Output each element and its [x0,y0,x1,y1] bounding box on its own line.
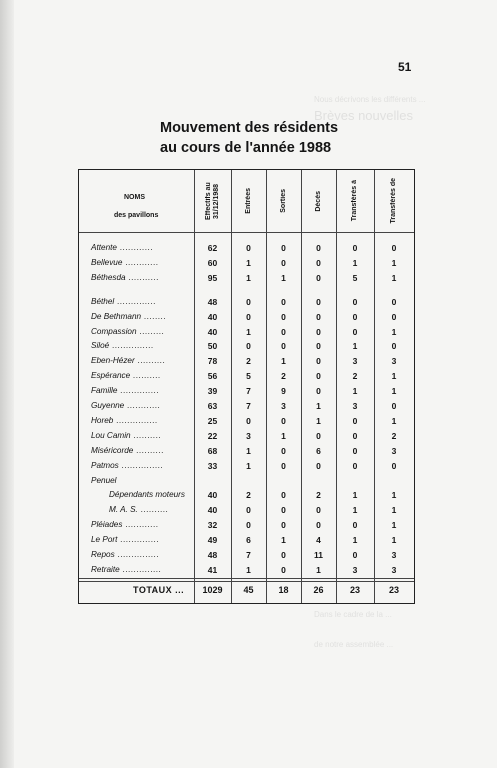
table-cell: 1 [246,460,251,471]
table-cell: 9 [281,386,286,397]
table-cell: 0 [316,272,321,283]
table-cell: 0 [281,550,286,560]
leader-dots: ............... [114,550,160,559]
table-cell: 3 [391,445,397,456]
table-cell: 0 [281,564,286,575]
column-header [301,170,336,232]
column-header [374,170,414,232]
table-cell: 1 [352,341,358,352]
pavilion-name [91,548,159,562]
pavilion-name-text: Lou Camin [91,430,131,440]
table-row [79,548,414,562]
table-cell: 6 [316,445,321,456]
leader-dots: ......... [136,326,165,336]
table-row [79,444,414,458]
table-cell: 2 [316,490,321,501]
table-cell: 3 [391,550,397,560]
title-line-2: au cours de l'année 1988 [160,140,332,156]
table-cell: 0 [316,296,321,307]
table-cell: 1 [316,564,321,575]
table-cell: 5 [352,272,358,283]
table-cell: 1 [391,326,397,337]
column-header-label: Entrées [244,188,252,214]
table-cell: 2 [391,430,397,441]
table-cell: 3 [391,356,397,367]
pavilion-name [91,241,153,255]
table-cell: 0 [352,520,358,531]
leader-dots: .............. [114,296,156,306]
table-cell: 0 [316,460,321,471]
pavilion-name [91,518,159,532]
table-cell: 3 [352,564,358,575]
table-cell: 3 [352,356,358,367]
table-cell: 1 [391,371,397,382]
header-names-cell [79,170,194,232]
table-cell: 0 [246,415,251,426]
table-cell: 0 [281,505,286,516]
table-cell: 1 [246,564,251,575]
totals-divider [79,578,414,579]
column-header [231,170,266,232]
column-header-label: Sorties [279,189,287,213]
table-cell: 0 [391,296,397,307]
column-header [266,170,301,232]
leader-dots: ............... [118,460,164,470]
header-divider [79,232,414,233]
pavilion-name-text: Dépendants moteurs [109,490,186,500]
table-row [79,354,414,368]
table-cell: 0 [352,430,358,441]
leader-dots: ............ [122,520,159,530]
table-cell: 11 [314,550,323,560]
table-cell: 1 [352,535,358,546]
table-row [79,271,414,285]
residents-movement-table [78,169,415,604]
pavilion-name [91,429,161,443]
pavilion-name-text: Compassion [91,326,137,336]
pavilion-name [91,399,160,413]
table-cell: 32 [207,520,218,531]
table-cell: 40 [207,490,218,501]
header-names-label: NOMS [124,194,145,201]
pavilion-name [91,369,161,383]
total-cell: 1029 [202,585,223,595]
table-cell: 49 [207,535,218,546]
table-cell: 48 [207,550,218,560]
pavilion-name-text: Guyenne [91,401,125,410]
table-row [79,310,414,324]
table-cell: 40 [207,505,218,516]
pavilion-name [91,444,164,458]
pavilion-name-text: Repos [91,550,115,559]
leader-dots: .......... [130,371,161,381]
title-line-1: Mouvement des résidents [160,120,339,136]
table-cell: 41 [207,564,218,575]
pavilion-name [91,354,165,368]
table-cell: 0 [316,371,321,382]
table-cell: 62 [207,243,218,253]
table-cell: 3 [391,564,397,575]
leader-dots: .............. [117,386,160,396]
table-cell: 39 [207,386,218,397]
table-row [79,369,414,383]
table-cell: 7 [246,401,251,411]
table-cell: 3 [246,430,251,441]
table-cell: 1 [391,272,397,283]
table-cell: 40 [207,326,218,337]
pavilion-name [91,325,164,339]
table-row [79,256,414,270]
table-cell: 0 [391,401,397,411]
pavilion-name-text: Le Port [91,535,118,545]
pavilion-name [91,339,154,353]
table-cell: 0 [246,520,251,531]
table-cell: 95 [207,272,218,283]
table-cell: 0 [391,311,397,322]
table-cell: 0 [352,445,358,456]
table-cell: 7 [246,386,251,397]
table-cell: 0 [281,460,286,471]
table-cell: 4 [316,535,321,546]
pavilion-name-text: De Bethmann [91,311,142,321]
totals-row [79,581,414,599]
pavilion-name [91,474,117,488]
pavilion-name [91,384,159,398]
table-cell: 1 [391,257,397,268]
table-cell: 0 [281,341,286,352]
table-cell: 78 [207,356,218,367]
table-cell: 2 [281,371,286,382]
table-cell: 0 [281,490,286,501]
column-header-label: Transférés à [351,180,358,222]
table-row [79,518,414,532]
pavilion-name [91,295,156,309]
pavilion-name [109,503,168,517]
table-cell: 1 [352,386,358,397]
table-cell: 5 [246,371,251,382]
pavilion-name-text: Horeb [91,415,114,425]
table-cell: 22 [207,430,218,441]
table-cell: 0 [316,520,321,531]
leader-dots: ............ [122,257,159,267]
page-title [160,118,360,158]
leader-dots: .......... [137,505,169,515]
leader-dots: ............... [113,415,158,425]
table-cell: 0 [316,257,321,268]
table-cell: 0 [316,505,321,516]
pavilion-name [91,459,163,473]
table-row [79,459,414,473]
table-cell: 0 [352,550,358,560]
table-cell: 1 [391,520,397,531]
pavilion-name-text: Retraite [91,564,120,574]
table-cell: 0 [281,415,286,426]
table-cell: 50 [207,341,218,352]
table-cell: 0 [281,311,286,322]
table-cell: 0 [316,430,321,441]
table-cell: 1 [281,430,286,441]
table-cell: 0 [281,257,286,268]
table-cell: 7 [246,550,251,560]
totals-label: TOTAUX ... [133,585,185,595]
table-cell: 3 [352,401,358,411]
table-cell: 6 [246,535,251,546]
leader-dots: .............. [117,535,160,545]
table-cell: 1 [246,272,251,283]
total-cell: 23 [388,585,399,595]
table-row [79,488,414,502]
pavilion-name [91,563,161,577]
column-header [336,170,374,232]
table-row [79,399,414,413]
table-cell: 60 [207,257,218,268]
table-cell: 1 [316,415,321,426]
table-cell: 3 [281,401,286,411]
table-cell: 1 [391,386,397,397]
table-cell: 1 [391,415,397,426]
total-cell: 45 [243,585,254,595]
table-row [79,339,414,353]
table-cell: 1 [281,535,286,546]
table-cell: 1 [391,535,397,546]
pavilion-name-text: Espérance [91,371,131,381]
total-cell: 18 [278,585,289,595]
pavilion-name-text: Siloé [91,341,110,351]
table-cell: 0 [352,415,358,426]
table-row [79,241,414,255]
table-cell: 0 [316,356,321,367]
column-header-label: Effectifs au 31/12/1988 [204,182,220,220]
page-number: 51 [398,60,412,74]
table-cell: 0 [246,505,251,516]
pavilion-name-text: Patmos [91,460,119,470]
table-cell: 1 [391,505,397,516]
column-header-label: Décès [314,190,322,212]
table-cell: 1 [246,445,251,456]
pavilion-name-text: Pléiades [91,520,123,530]
table-cell: 0 [391,243,397,253]
column-header-label: Transférés de [390,178,397,224]
table-cell: 25 [207,415,218,426]
table-cell: 0 [246,243,251,253]
table-cell: 0 [352,460,358,471]
table-row [79,563,414,577]
table-cell: 0 [246,296,251,307]
leader-dots: ............ [116,243,154,252]
table-cell: 0 [281,243,286,253]
table-row [79,474,414,488]
table-cell: 0 [352,311,358,322]
table-cell: 1 [352,490,358,501]
header-pavilions-label: des pavillons [114,212,159,219]
total-cell: 23 [349,585,360,595]
table-row [79,295,414,309]
table-cell: 63 [207,401,218,411]
table-cell: 1 [352,257,358,268]
table-row [79,533,414,547]
table-row [79,325,414,339]
pavilion-name [91,414,158,428]
pavilion-name-text: Miséricorde [91,445,134,455]
table-cell: 1 [246,326,251,337]
leader-dots: .......... [130,430,162,440]
pavilion-name-text: Eben-Hézer [91,356,135,366]
page-binding-shadow [0,0,14,768]
table-cell: 0 [246,311,251,322]
total-cell: 26 [313,585,324,595]
column-header [194,170,231,232]
table-cell: 0 [352,243,358,253]
pavilion-name-text: Attente [91,243,117,252]
table-cell: 0 [391,341,397,352]
table-cell: 0 [352,326,358,337]
leader-dots: ............ [124,401,161,410]
table-cell: 48 [207,296,218,307]
leader-dots: ........... [125,272,159,282]
table-cell: 1 [281,356,286,367]
table-cell: 0 [281,296,286,307]
table-cell: 0 [246,341,251,352]
pavilion-name-text: M. A. S. [109,505,138,515]
table-row [79,384,414,398]
pavilion-name-text: Béthesda [91,272,126,282]
table-cell: 1 [246,257,251,268]
pavilion-name [91,271,159,285]
table-cell: 33 [207,460,218,471]
table-row [79,503,414,517]
table-cell: 1 [391,490,397,501]
pavilion-name [91,256,159,270]
leader-dots: ............... [109,341,154,351]
leader-dots: .......... [134,356,166,366]
pavilion-name [109,488,185,502]
table-cell: 0 [352,296,358,307]
table-cell: 0 [281,326,286,337]
document-page: Nous décrivons les différents ... Brèves nouvelles Dans le cadre de la ... de notre assemblée ... [14,0,497,768]
table-cell: 0 [316,341,321,352]
table-cell: 0 [281,445,286,456]
leader-dots: ........ [141,311,167,321]
table-cell: 68 [207,445,218,456]
pavilion-name-text: Béthel [91,296,115,306]
table-cell: 56 [207,371,218,382]
pavilion-name-text: Bellevue [91,257,123,267]
pavilion-name-text: Famille [91,386,118,396]
table-row [79,429,414,443]
table-cell: 1 [281,272,286,283]
table-row [79,414,414,428]
table-cell: 2 [352,371,358,382]
table-cell: 1 [352,505,358,516]
table-cell: 0 [316,386,321,397]
table-cell: 1 [316,401,321,411]
pavilion-name-text: Penuel [91,475,117,485]
pavilion-name [91,310,166,324]
table-cell: 2 [246,356,251,367]
leader-dots: .............. [119,564,162,574]
table-cell: 0 [316,311,321,322]
table-cell: 0 [391,460,397,471]
table-cell: 2 [246,490,251,501]
table-cell: 40 [207,311,218,322]
leader-dots: .......... [133,445,164,455]
table-cell: 0 [316,326,321,337]
table-cell: 0 [316,243,321,253]
pavilion-name [91,533,159,547]
table-cell: 0 [281,520,286,531]
